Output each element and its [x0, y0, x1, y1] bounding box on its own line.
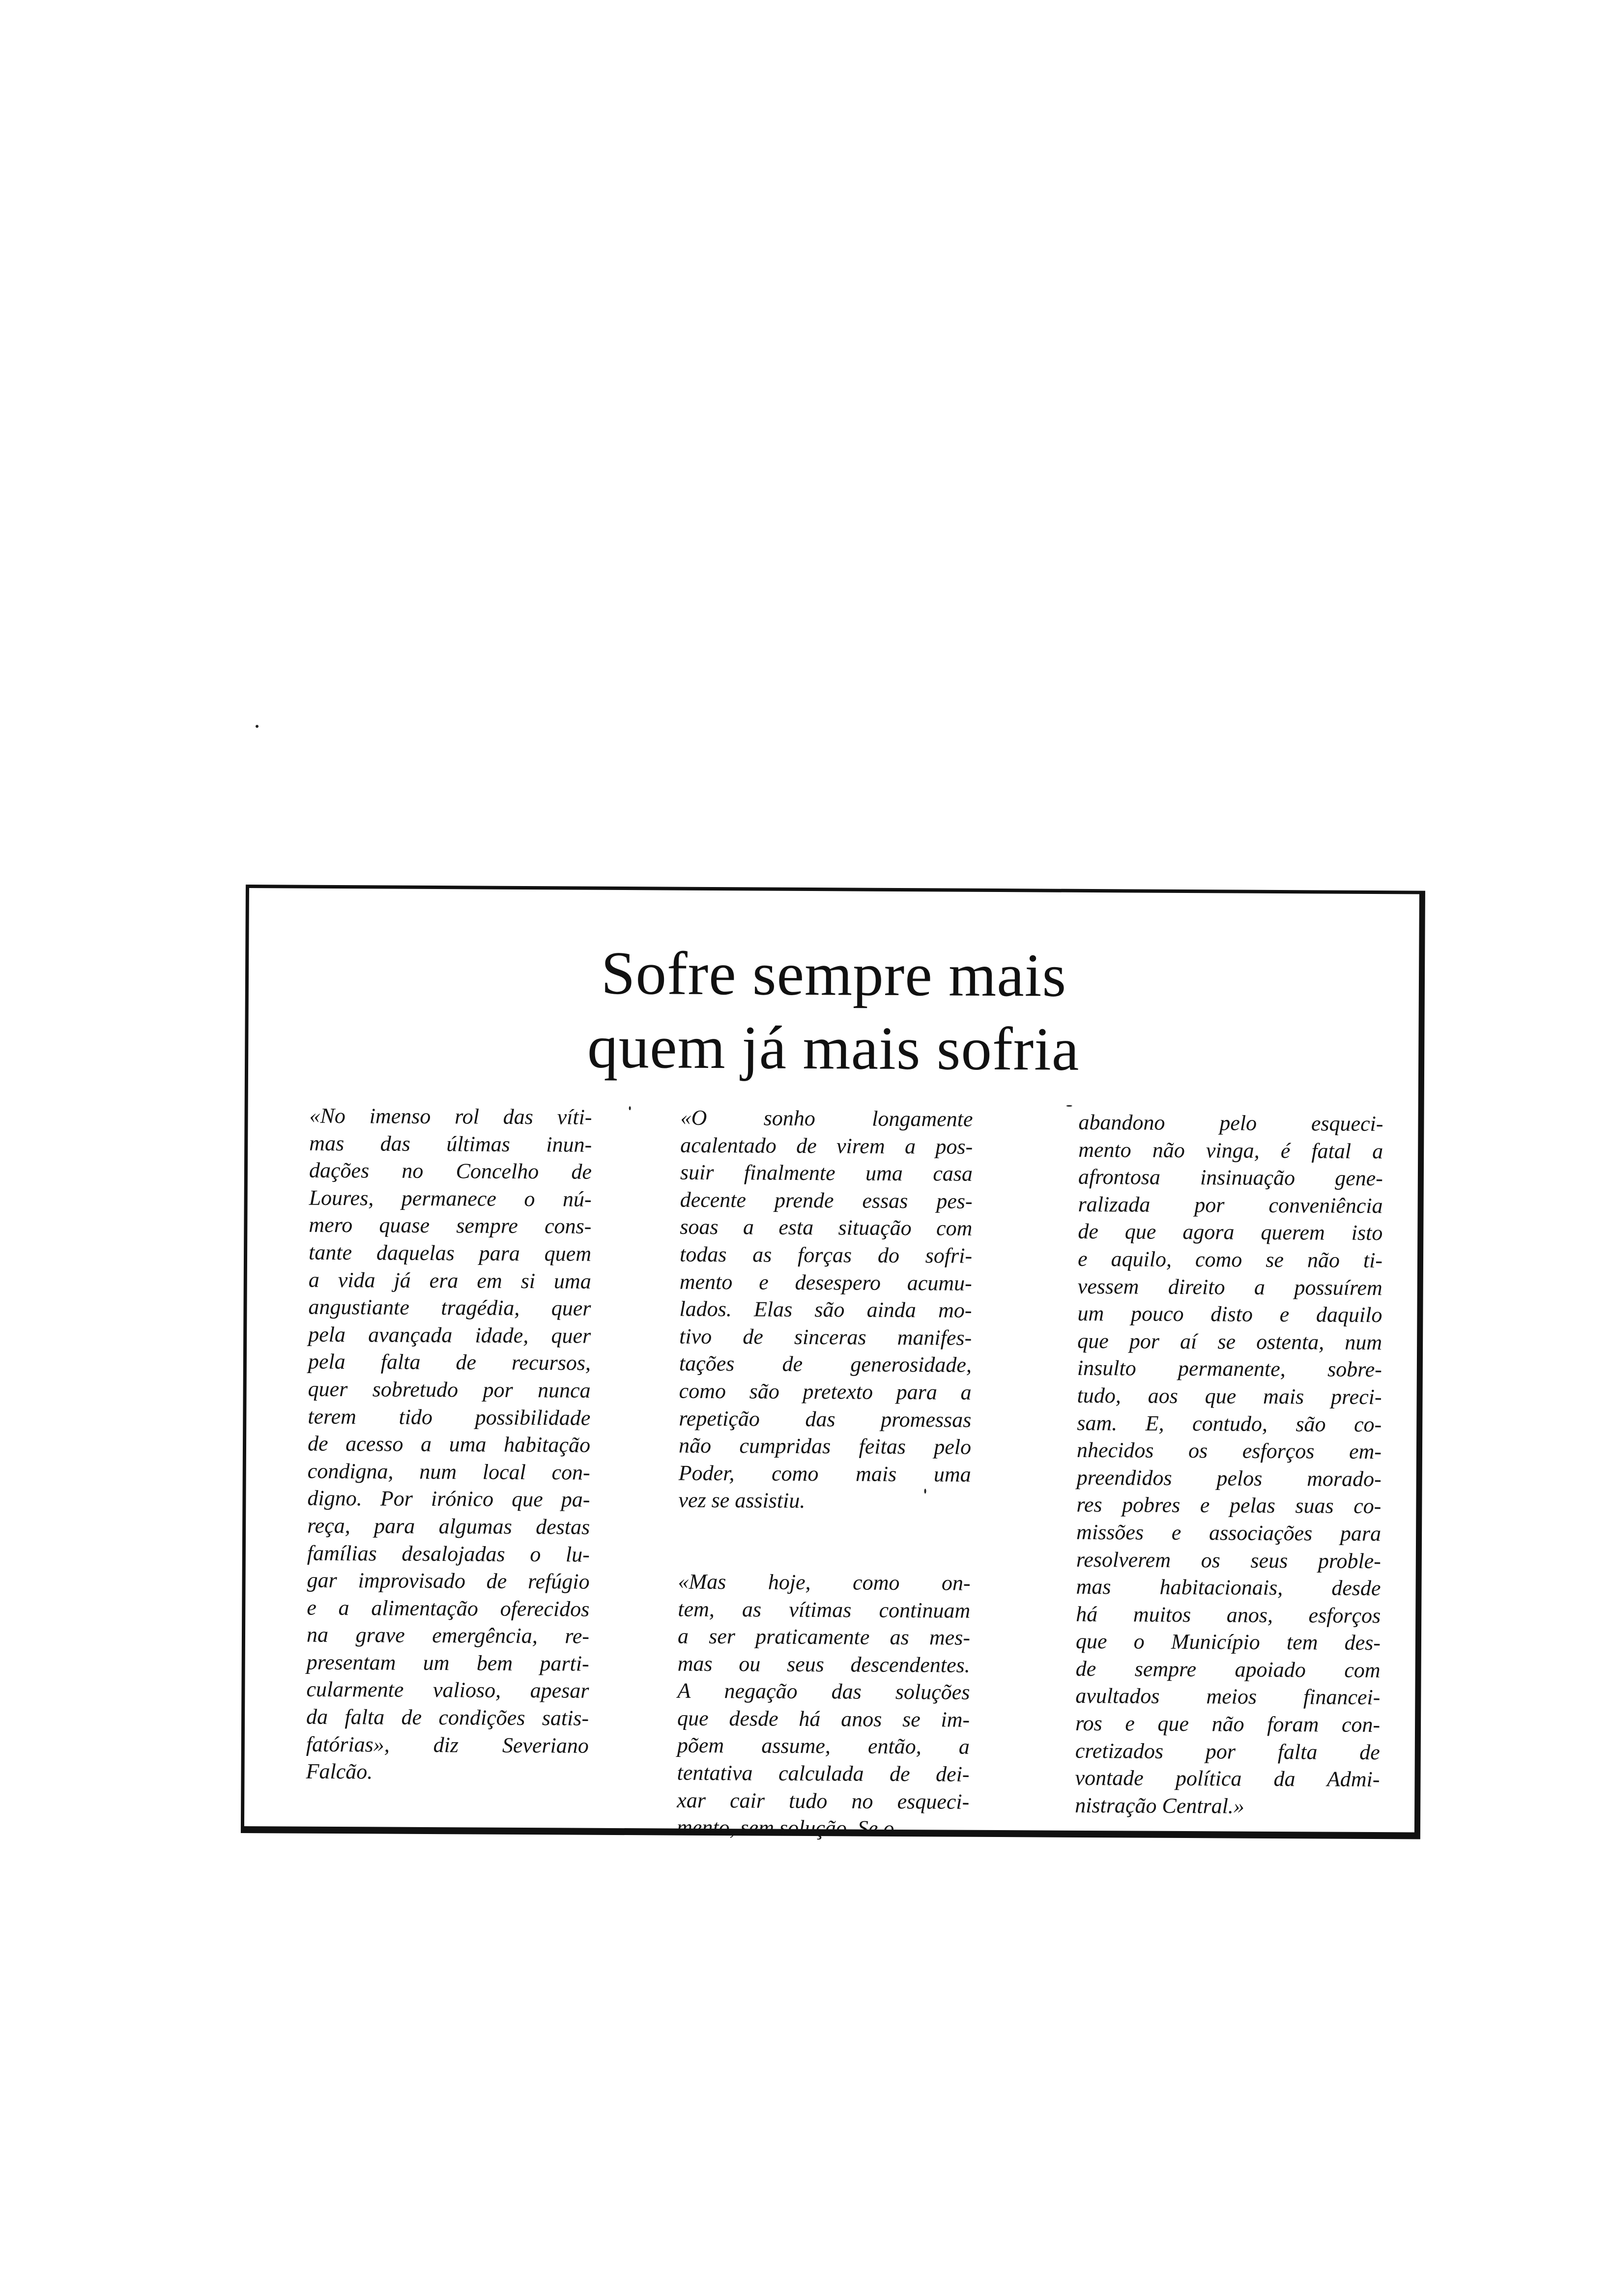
article-line: lados. Elas são ainda mo- [679, 1296, 972, 1322]
scan-speck [924, 1489, 926, 1493]
article-line: decente prende essas pes- [680, 1187, 973, 1213]
article-line: vessem direito a possuírem [1077, 1274, 1382, 1300]
article-line: tem, as vítimas continuam [678, 1597, 971, 1623]
article-line: presentam um bem parti- [306, 1650, 589, 1676]
article-line: Falcão. [306, 1759, 373, 1784]
scan-speck [629, 1106, 631, 1110]
article-line: põem assume, então, a [677, 1733, 970, 1759]
article-paragraph [1075, 1109, 1383, 1821]
article-paragraph [677, 1568, 971, 1843]
article-line: que desde há anos se im- [677, 1706, 970, 1732]
article-line: acalentado de virem a pos- [680, 1133, 973, 1159]
article-line: tações de generosidade, [679, 1351, 972, 1378]
article-line: não cumpridas feitas pelo [678, 1433, 972, 1459]
article-line: pela falta de recursos, [308, 1349, 591, 1376]
article-line: soas a esta situação com [680, 1215, 973, 1241]
article-line: mero quase sempre cons- [309, 1213, 592, 1239]
article-line: afrontosa insinuação gene- [1078, 1165, 1383, 1191]
article-line: pela avançada idade, quer [308, 1322, 591, 1348]
article-line: «Mas hoje, como on- [678, 1569, 971, 1595]
scan-speck [256, 725, 259, 728]
article-line: resolverem os seus proble- [1076, 1547, 1381, 1573]
article-line: da falta de condições satis- [306, 1704, 589, 1730]
headline-line-2: quem já mais sofria [587, 1013, 1080, 1084]
article-line: preendidos pelos morado- [1076, 1465, 1382, 1491]
article-line: xar cair tudo no esqueci- [677, 1788, 970, 1814]
article-line: famílias desalojadas o lu- [307, 1541, 590, 1567]
article-line: mento e desespero acumu- [679, 1269, 972, 1295]
article-line: tudo, aos que mais preci- [1077, 1383, 1382, 1409]
article-line: dações no Concelho de [309, 1158, 592, 1184]
article-line: res pobres e pelas suas co- [1076, 1492, 1382, 1519]
article-line: cretizados por falta de [1075, 1738, 1380, 1764]
article-paragraph [678, 1104, 973, 1516]
article-line: A negação das soluções [677, 1678, 970, 1705]
article-line: como são pretexto para a [679, 1378, 972, 1405]
article-line: tivo de sinceras manifes- [679, 1324, 972, 1350]
article-line: mento, sem solução. Se o [676, 1815, 894, 1841]
article-line: mas habitacionais, desde [1076, 1574, 1381, 1601]
article-line: ralizada por conveniência [1078, 1192, 1383, 1218]
article-line: condigna, num local con- [307, 1459, 590, 1485]
article-line: terem tido possibilidade [308, 1404, 591, 1430]
article-paragraph [306, 1102, 592, 1787]
article-column-3 [1075, 1109, 1383, 1821]
article-line: de sempre apoiado com [1075, 1656, 1381, 1682]
article-line: fatórias», diz Severiano [306, 1732, 589, 1758]
article-line: todas as forças do sofri- [679, 1242, 973, 1268]
article-line: «No imenso rol das víti- [309, 1103, 592, 1129]
article-line: na grave emergência, re- [306, 1622, 590, 1648]
article-line: sam. E, contudo, são co- [1077, 1410, 1382, 1436]
article-column-2 [677, 1104, 973, 1843]
article-line: digno. Por irónico que pa- [307, 1486, 590, 1512]
article-line: cularmente valioso, apesar [306, 1677, 589, 1703]
article-column-1 [306, 1102, 592, 1787]
article-line: Loures, permanece o nú- [309, 1185, 592, 1211]
article-line: que o Município tem des- [1075, 1629, 1381, 1655]
article-line: avultados meios financei- [1075, 1684, 1381, 1710]
newspaper-clipping [241, 885, 1425, 1839]
article-line: gar improvisado de refúgio [307, 1568, 590, 1594]
article-line: mas das últimas inun- [309, 1131, 592, 1157]
article-line: há muitos anos, esforços [1076, 1602, 1381, 1628]
headline-line-1: Sofre sempre mais [601, 939, 1067, 1010]
scan-speck [1066, 1105, 1072, 1107]
article-line: e a alimentação oferecidos [307, 1595, 590, 1621]
paragraph-gap [678, 1514, 971, 1570]
article-line: Poder, como mais uma [678, 1461, 971, 1487]
article-line: repetição das promessas [679, 1406, 972, 1432]
article-line: abandono pelo esqueci- [1078, 1110, 1383, 1136]
headline [248, 935, 1419, 1088]
article-line: um pouco disto e daquilo [1077, 1301, 1382, 1327]
article-line: que por aí se ostenta, num [1077, 1328, 1382, 1354]
article-line: de acesso a uma habitação [307, 1431, 591, 1457]
article-line: vez se assistiu. [678, 1488, 806, 1513]
article-line: reça, para algumas destas [307, 1513, 590, 1539]
article-line: missões e associações para [1076, 1520, 1382, 1546]
article-line: ros e que não foram con- [1075, 1711, 1381, 1737]
article-line: a vida já era em si uma [308, 1267, 591, 1293]
article-line: e aquilo, como se não ti- [1077, 1246, 1383, 1273]
article-line: mento não vinga, é fatal a [1078, 1137, 1383, 1163]
article-line: de que agora querem isto [1078, 1219, 1383, 1245]
article-line: vontade política da Admi- [1075, 1766, 1380, 1792]
article-line: «O sonho longamente [680, 1105, 973, 1131]
article-line: nistração Central.» [1075, 1793, 1245, 1818]
article-line: quer sobretudo por nunca [308, 1377, 591, 1403]
article-line: mas ou seus descendentes. [677, 1651, 970, 1677]
article-line: angustiante tragédia, quer [308, 1294, 591, 1320]
article-line: suir finalmente uma casa [680, 1160, 973, 1186]
article-line: a ser praticamente as mes- [677, 1624, 971, 1650]
article-line: nhecidos os esforços em- [1076, 1437, 1382, 1464]
article-line: tentativa calculada de dei- [677, 1760, 970, 1786]
article-line: insulto permanente, sobre- [1077, 1356, 1382, 1382]
article-line: tante daquelas para quem [308, 1240, 592, 1266]
